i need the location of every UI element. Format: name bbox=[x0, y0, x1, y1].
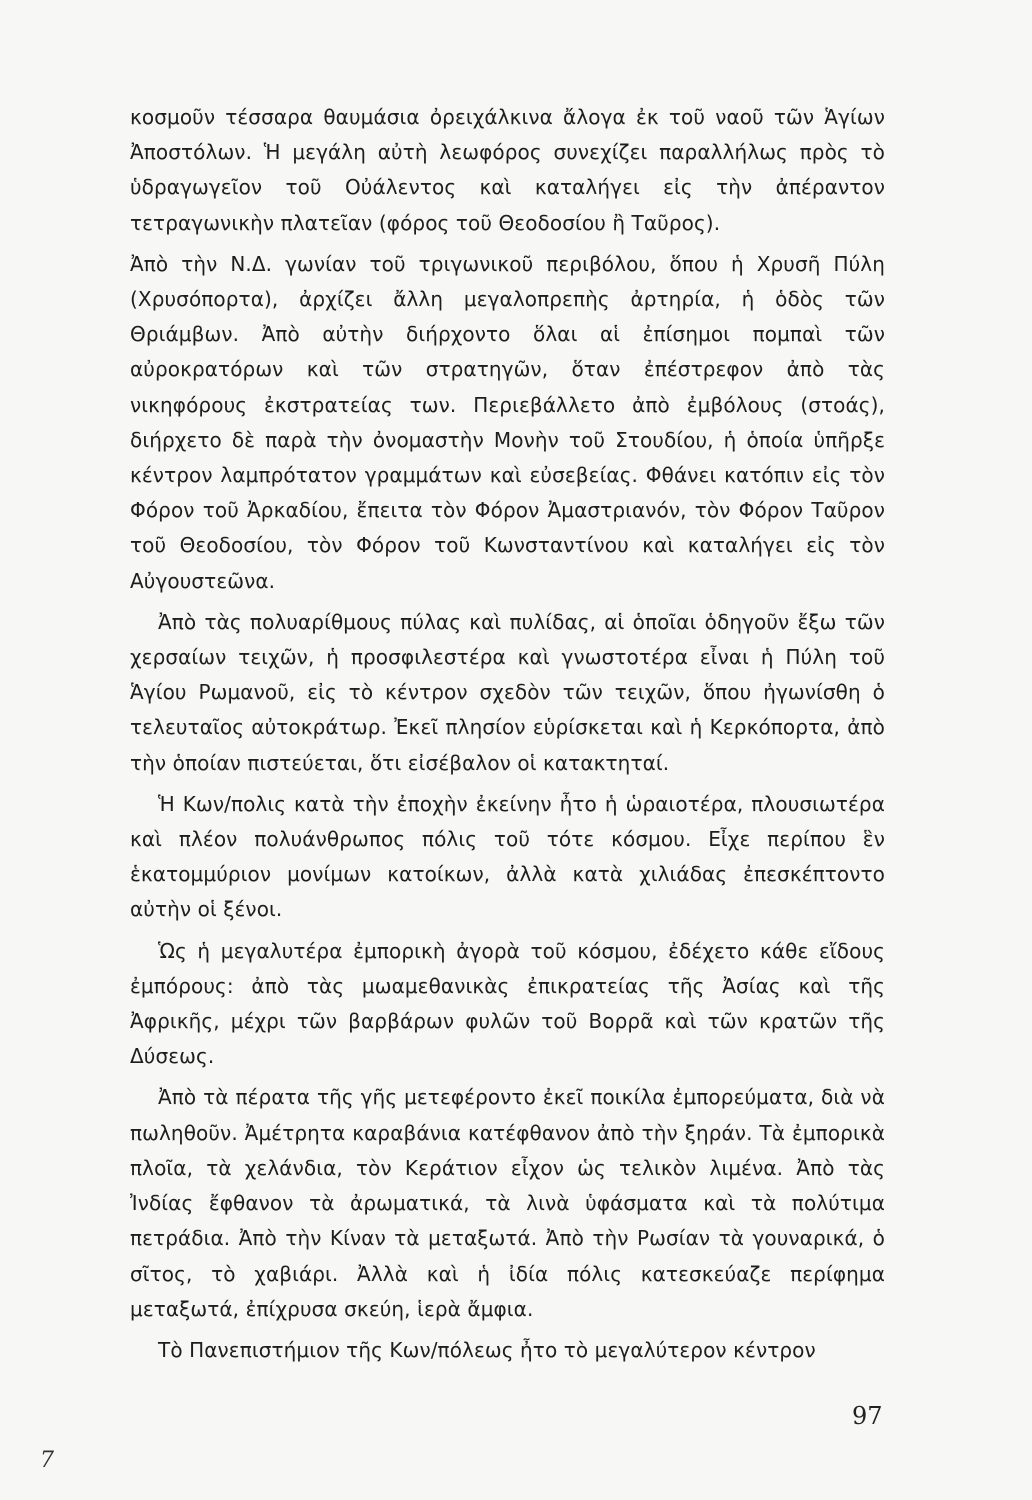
paragraph-3: Ἀπὸ τὰς πολυαρίθμους πύλας καὶ πυλίδας, αἱ ὁποῖαι ὁδηγοῦν ἔξω τῶν χερσαίων τειχῶν, ἡ προσφιλεστέρα καὶ γνωστοτέρα εἶναι ἡ Πύλη τοῦ Ἁγίου Ρωμανοῦ, εἰς τὸ κέντρον σχεδὸν τῶν τειχῶν, ὅπου ἠγωνίσθη ὁ τελευταῖος αὐτοκράτωρ. Ἐκεῖ πλησίον εὑρίσκεται καὶ ἡ Κερκόπορτα, ἀπὸ τὴν ὁποίαν πιστεύεται, ὅτι εἰσέβαλον οἱ κατακτηταί. bbox=[130, 609, 885, 775]
paragraph-5: Ὡς ἡ μεγαλυτέρα ἐμπορικὴ ἀγορὰ τοῦ κόσμου, ἐδέχετο κάθε εἴδους ἐμπόρους: ἀπὸ τὰς μωαμεθανικὰς ἐπικρατείας τῆς Ἀσίας καὶ τῆς Ἀφρικῆς, μέχρι τῶν βαρβάρων φυλῶν τοῦ Βορρᾶ καὶ τῶν κρατῶν τῆς Δύσεως. bbox=[130, 938, 885, 1069]
body-text bbox=[130, 100, 885, 1374]
paragraph-7: Τὸ Πανεπιστήμιον τῆς Κων/πόλεως ἦτο τὸ μεγαλύτερον κέντρον bbox=[158, 1337, 816, 1362]
paragraph-4: Ἡ Κων/πολις κατὰ τὴν ἐποχὴν ἐκείνην ἦτο ἡ ὡραιοτέρα, πλουσιωτέρα καὶ πλέον πολυάνθρωπος πόλις τοῦ τότε κόσμου. Εἶχε περίπου ἓν ἑκατομμύριον μονίμων κατοίκων, ἀλλὰ κατὰ χιλιάδας ἐπεσκέπτοντο αὐτὴν οἱ ξένοι. bbox=[130, 791, 885, 922]
paragraph-6: Ἀπὸ τὰ πέρατα τῆς γῆς μετεφέροντο ἐκεῖ ποικίλα ἐμπορεύματα, διὰ νὰ πωληθοῦν. Ἀμέτρητα καραβάνια κατέφθανον ἀπὸ τὴν ξηράν. Τὰ ἐμπορικὰ πλοῖα, τὰ χελάνδια, τὸν Κεράτιον εἶχον ὡς τελικὸν λιμένα. Ἀπὸ τὰς Ἰνδίας ἔφθανον τὰ ἀρωματικά, τὰ λινὰ ὑφάσματα καὶ τὰ πολύτιμα πετράδια. Ἀπὸ τὴν Κίναν τὰ μεταξωτά. Ἀπὸ τὴν Ρωσίαν τὰ γουναρικά, ὁ σῖτος, τὸ χαβιάρι. Ἀλλὰ καὶ ἡ ἰδία πόλις κατεσκεύαζε περίφημα μεταξωτά, ἐπίχρυσα σκεύη, ἱερὰ ἄμφια. bbox=[130, 1085, 885, 1321]
paragraph-1: κοσμοῦν τέσσαρα θαυμάσια ὀρειχάλκινα ἄλογα ἐκ τοῦ ναοῦ τῶν Ἁγίων Ἀποστόλων. Ἡ μεγάλη αὐτὴ λεωφόρος συνεχίζει παραλλήλως πρὸς τὸ ὑδραγωγεῖον τοῦ Οὐάλεντος καὶ καταλήγει εἰς τὴν ἀπέραντον τετραγωνικὴν πλατεῖαν (φόρος τοῦ Θεοδοσίου ἢ Ταῦρος). bbox=[130, 105, 885, 235]
paragraph-2: Ἀπὸ τὴν Ν.Δ. γωνίαν τοῦ τριγωνικοῦ περιβόλου, ὅπου ἡ Χρυσῆ Πύλη (Χρυσόπορτα), ἀρχίζει ἄλλη μεγαλοπρεπὴς ἀρτηρία, ἡ ὁδὸς τῶν Θριάμβων. Ἀπὸ αὐτὴν διήρχοντο ὅλαι αἱ ἐπίσημοι πομπαὶ τῶν αὐροκρατόρων καὶ τῶν στρατηγῶν, ὅταν ἐπέστρεφον ἀπὸ τὰς νικηφόρους ἐκστρατείας των. Περιεβάλλετο ἀπὸ ἐμβόλους (στοάς), διήρχετο δὲ παρὰ τὴν ὀνομαστὴν Μονὴν τοῦ Στουδίου, ἡ ὁποία ὑπῆρξε κέντρον λαμπρότατον γραμμάτων καὶ εὐσεβείας. Φθάνει κατόπιν εἰς τὸν Φόρον τοῦ Ἀρκαδίου, ἔπειτα τὸν Φόρον Ἀμαστριανόν, τὸν Φόρον Ταῦρον τοῦ Θεοδοσίου, τὸν Φόρον τοῦ Κωνσταντίνου καὶ καταλήγει εἰς τὸν Αὐγουστεῶνα. bbox=[130, 251, 885, 593]
page-number: 97 bbox=[852, 1402, 883, 1430]
signature-mark: 7 bbox=[40, 1448, 54, 1473]
